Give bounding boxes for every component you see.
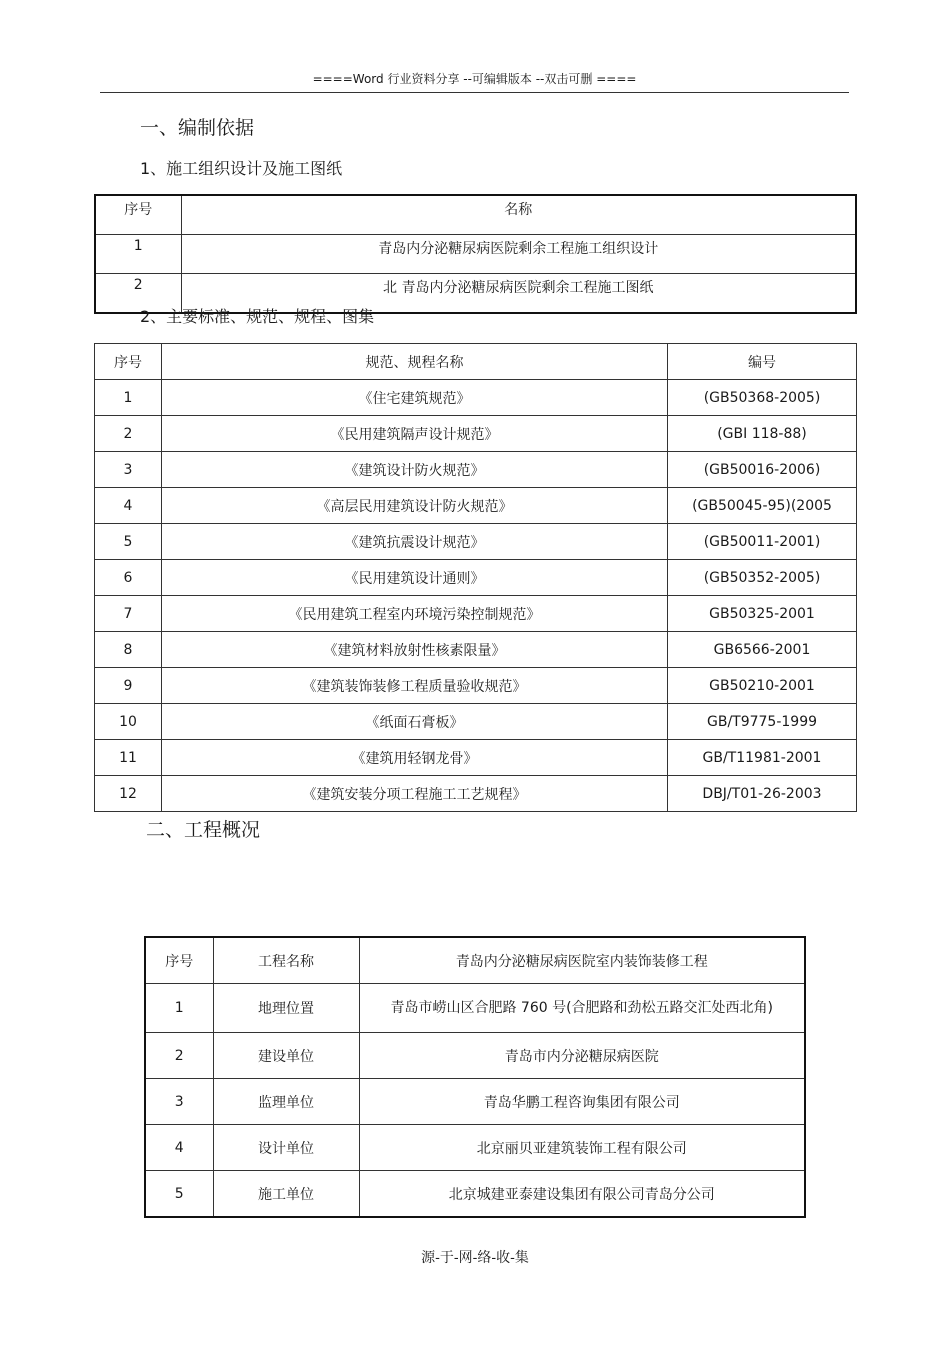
table-row — [95, 452, 857, 488]
project-overview-table — [144, 936, 806, 1218]
table-row — [145, 1125, 805, 1171]
table-cell: 《民用建筑设计通则》 — [162, 560, 668, 596]
table-cell: 1 — [95, 235, 181, 274]
header-cell: 工程名称 — [213, 937, 359, 984]
table-row — [95, 632, 857, 668]
table-cell: 10 — [95, 704, 162, 740]
table-row — [95, 560, 857, 596]
subsection-1-title: 1、施工组织设计及施工图纸 — [140, 159, 343, 178]
header-cell: 序号 — [95, 195, 181, 235]
table-row — [95, 740, 857, 776]
table-row — [95, 524, 857, 560]
table-cell: 青岛华鹏工程咨询集团有限公司 — [359, 1079, 805, 1125]
header-cell: 编号 — [668, 344, 857, 380]
table-cell: GB6566-2001 — [668, 632, 857, 668]
header-cell: 青岛内分泌糖尿病医院室内装饰装修工程 — [359, 937, 805, 984]
table-header-row — [145, 937, 805, 984]
table-cell: 青岛内分泌糖尿病医院剩余工程施工组织设计 — [181, 235, 856, 274]
table-cell: 11 — [95, 740, 162, 776]
section-2-title: 二、工程概况 — [146, 819, 261, 841]
table-cell: 《高层民用建筑设计防火规范》 — [162, 488, 668, 524]
table-cell: 3 — [145, 1079, 213, 1125]
table-cell: 北京城建亚泰建设集团有限公司青岛分公司 — [359, 1171, 805, 1218]
header-cell: 规范、规程名称 — [162, 344, 668, 380]
table-header-row — [95, 344, 857, 380]
header-cell: 名称 — [181, 195, 856, 235]
table-cell: GB50325-2001 — [668, 596, 857, 632]
table-cell: 《建筑设计防火规范》 — [162, 452, 668, 488]
table-row — [145, 1079, 805, 1125]
table-cell: 地理位置 — [213, 984, 359, 1033]
table-cell: 2 — [95, 416, 162, 452]
table-row — [145, 1171, 805, 1218]
table-cell: (GB50011-2001) — [668, 524, 857, 560]
table-cell: 《住宅建筑规范》 — [162, 380, 668, 416]
table-cell: 5 — [95, 524, 162, 560]
drawings-table — [94, 194, 857, 314]
table-cell: 《民用建筑工程室内环境污染控制规范》 — [162, 596, 668, 632]
page-header: ====Word 行业资料分享 --可编辑版本 --双击可删 ==== — [100, 68, 849, 93]
table-cell: GB50210-2001 — [668, 668, 857, 704]
table-cell: 青岛市内分泌糖尿病医院 — [359, 1033, 805, 1079]
table-cell: 设计单位 — [213, 1125, 359, 1171]
table-cell: 《建筑抗震设计规范》 — [162, 524, 668, 560]
table-cell: 8 — [95, 632, 162, 668]
table-cell: 监理单位 — [213, 1079, 359, 1125]
table-cell: 《建筑材料放射性核素限量》 — [162, 632, 668, 668]
standards-table — [94, 343, 857, 812]
table-cell: 《建筑用轻钢龙骨》 — [162, 740, 668, 776]
table-cell: 9 — [95, 668, 162, 704]
table-cell: 4 — [145, 1125, 213, 1171]
page-footer: 源-于-网-络-收-集 — [421, 1250, 529, 1266]
table-cell: 2 — [95, 274, 181, 314]
table-row — [95, 235, 856, 274]
table-row — [95, 596, 857, 632]
subsection-2-title: 2、主要标准、规范、规程、图集 — [140, 307, 375, 326]
table-row — [95, 776, 857, 812]
table-cell: GB/T11981-2001 — [668, 740, 857, 776]
header-cell: 序号 — [145, 937, 213, 984]
table-cell: (GB50352-2005) — [668, 560, 857, 596]
location-text: 青岛市崂山区合肥路 760 号(合肥路和劲松五路交汇处西北角) — [390, 1000, 774, 1016]
table-cell: 12 — [95, 776, 162, 812]
table-cell: 施工单位 — [213, 1171, 359, 1218]
table-cell: 《建筑装饰装修工程质量验收规范》 — [162, 668, 668, 704]
header-cell: 序号 — [95, 344, 162, 380]
table-row — [145, 1033, 805, 1079]
table-cell — [359, 984, 805, 1033]
table-cell: 《建筑安装分项工程施工工艺规程》 — [162, 776, 668, 812]
table-cell: 5 — [145, 1171, 213, 1218]
table-cell: 北 青岛内分泌糖尿病医院剩余工程施工图纸 — [181, 274, 856, 314]
table-row — [95, 488, 857, 524]
table-row — [95, 416, 857, 452]
table-cell: (GB50045-95)(2005 — [668, 488, 857, 524]
table-header-row — [95, 195, 856, 235]
table-cell: 3 — [95, 452, 162, 488]
section-1-title: 一、编制依据 — [140, 117, 255, 139]
table-cell: (GB50016-2006) — [668, 452, 857, 488]
table-cell: 4 — [95, 488, 162, 524]
table-cell: (GBI 118-88) — [668, 416, 857, 452]
table-row — [145, 984, 805, 1033]
table-cell: 《民用建筑隔声设计规范》 — [162, 416, 668, 452]
table-cell: (GB50368-2005) — [668, 380, 857, 416]
table-cell: 1 — [145, 984, 213, 1033]
table-cell: DBJ/T01-26-2003 — [668, 776, 857, 812]
table-row — [95, 704, 857, 740]
table-cell: 1 — [95, 380, 162, 416]
table-cell: 2 — [145, 1033, 213, 1079]
table-row — [95, 668, 857, 704]
table-cell: 《纸面石膏板》 — [162, 704, 668, 740]
table-cell: 6 — [95, 560, 162, 596]
table-cell: GB/T9775-1999 — [668, 704, 857, 740]
table-row — [95, 380, 857, 416]
table-cell: 建设单位 — [213, 1033, 359, 1079]
table-cell: 北京丽贝亚建筑装饰工程有限公司 — [359, 1125, 805, 1171]
table-cell: 7 — [95, 596, 162, 632]
